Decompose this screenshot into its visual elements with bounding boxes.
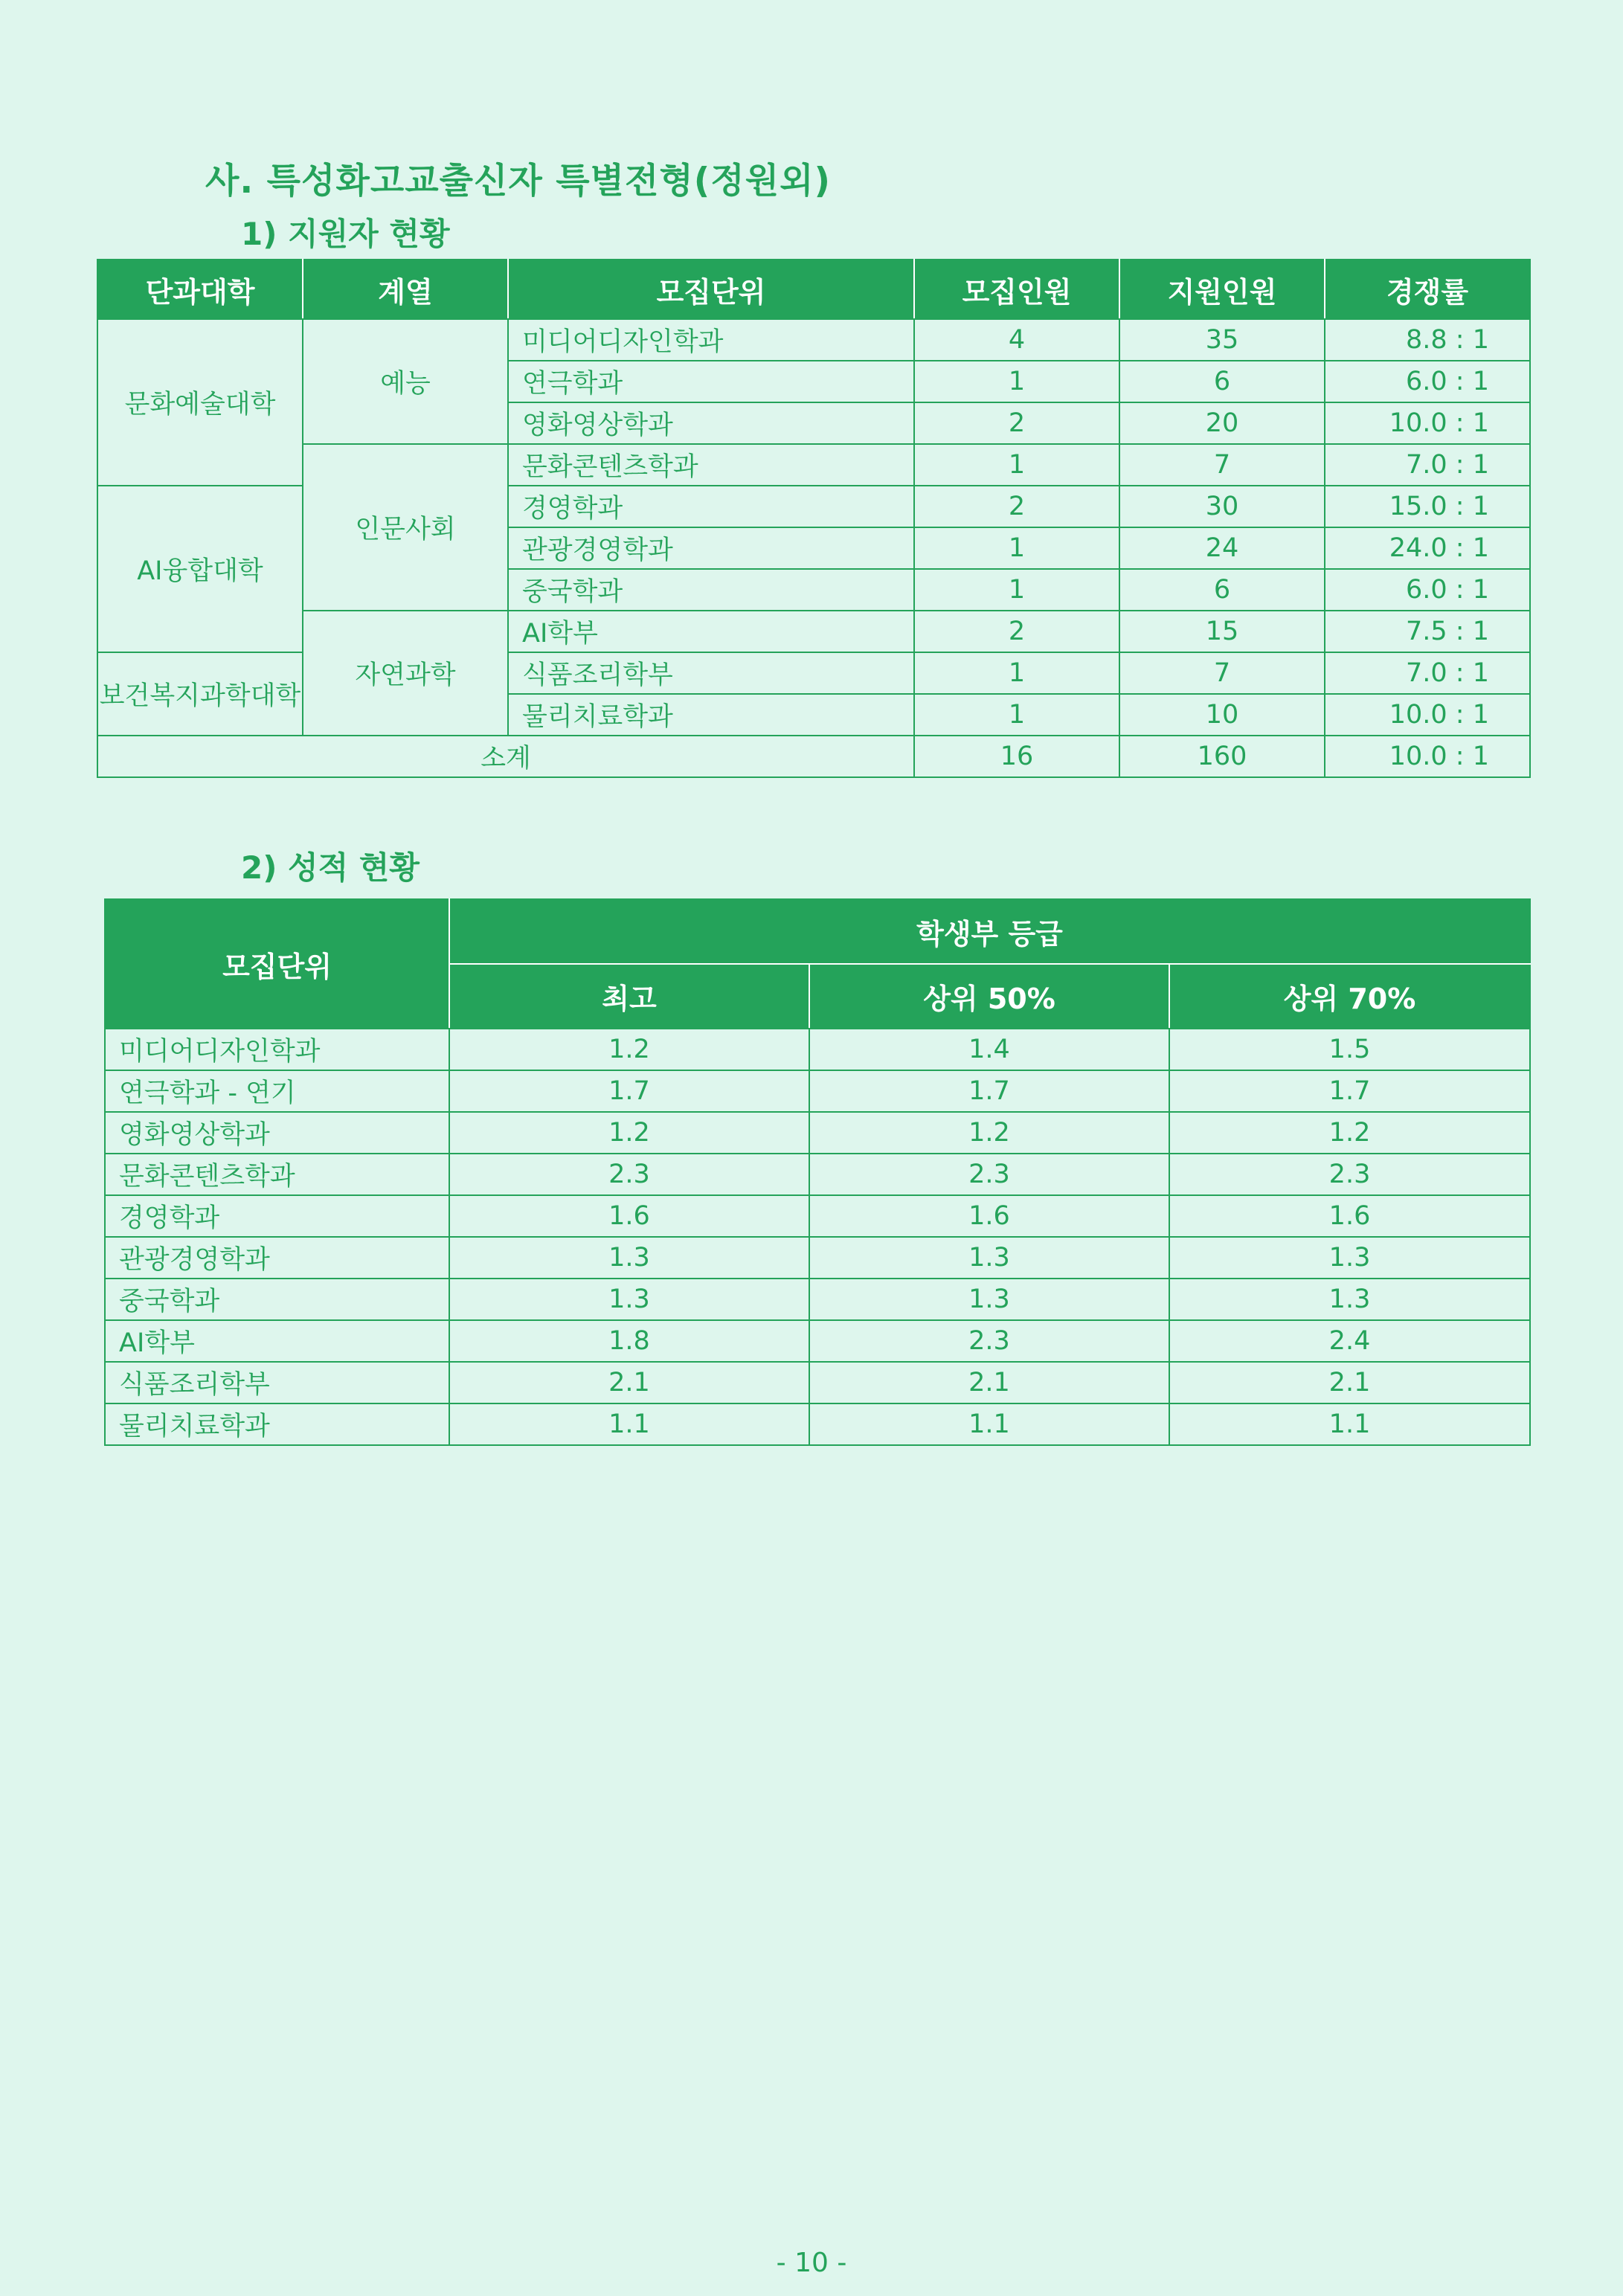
ratio-cell: 24.0 : 1 [1325, 527, 1530, 569]
unit-cell: AI학부 [105, 1320, 449, 1362]
top70-cell: 1.1 [1169, 1403, 1530, 1445]
top70-cell: 2.4 [1169, 1320, 1530, 1362]
best-cell: 1.2 [449, 1029, 809, 1070]
best-cell: 1.7 [449, 1070, 809, 1112]
top70-cell: 2.3 [1169, 1154, 1530, 1195]
table-row [105, 1320, 1530, 1362]
top70-cell: 1.6 [1169, 1195, 1530, 1237]
table-row [105, 1112, 1530, 1154]
table-row [105, 1029, 1530, 1070]
top50-cell: 1.7 [809, 1070, 1169, 1112]
quota-cell: 4 [914, 319, 1119, 361]
header-ratio: 경쟁률 [1325, 260, 1530, 319]
applied-cell: 15 [1119, 611, 1325, 652]
table-row [97, 319, 1530, 361]
header-best: 최고 [449, 964, 809, 1029]
applied-cell: 35 [1119, 319, 1325, 361]
top70-cell: 2.1 [1169, 1362, 1530, 1403]
total-label: 소계 [97, 736, 914, 777]
quota-cell: 1 [914, 694, 1119, 736]
unit-cell: 문화콘텐츠학과 [105, 1154, 449, 1195]
top50-cell: 1.2 [809, 1112, 1169, 1154]
unit-cell: 중국학과 [105, 1279, 449, 1320]
total-ratio: 10.0 : 1 [1325, 736, 1530, 777]
section-title: 사. 특성화고교출신자 특별전형(정원외) [205, 161, 831, 202]
top70-cell: 1.5 [1169, 1029, 1530, 1070]
track-cell: 예능 [303, 319, 508, 444]
best-cell: 1.2 [449, 1112, 809, 1154]
page-number: - 10 - [776, 2248, 847, 2278]
table-row [105, 1362, 1530, 1403]
header-unit: 모집단위 [508, 260, 914, 319]
applied-cell: 10 [1119, 694, 1325, 736]
total-applied: 160 [1119, 736, 1325, 777]
ratio-cell: 7.0 : 1 [1325, 652, 1530, 694]
table-header-row [105, 899, 1530, 964]
unit-cell: 식품조리학부 [508, 652, 914, 694]
applicants-table [97, 259, 1531, 778]
quota-cell: 2 [914, 486, 1119, 527]
unit-cell: 관광경영학과 [508, 527, 914, 569]
quota-cell: 2 [914, 402, 1119, 444]
header-unit: 모집단위 [105, 899, 449, 1029]
subsection-applicants-title: 1) 지원자 현황 [241, 216, 450, 252]
top70-cell: 1.3 [1169, 1237, 1530, 1279]
college-cell: AI융합대학 [97, 486, 303, 652]
total-quota: 16 [914, 736, 1119, 777]
track-cell: 자연과학 [303, 611, 508, 736]
table-row [105, 1279, 1530, 1320]
unit-cell: 물리치료학과 [508, 694, 914, 736]
top70-cell: 1.2 [1169, 1112, 1530, 1154]
best-cell: 1.1 [449, 1403, 809, 1445]
ratio-cell: 6.0 : 1 [1325, 361, 1530, 402]
table-row [97, 444, 1530, 486]
applied-cell: 20 [1119, 402, 1325, 444]
ratio-cell: 10.0 : 1 [1325, 402, 1530, 444]
table-row [105, 1154, 1530, 1195]
top50-cell: 1.4 [809, 1029, 1169, 1070]
best-cell: 2.3 [449, 1154, 809, 1195]
unit-cell: 영화영상학과 [105, 1112, 449, 1154]
header-top70: 상위 70% [1169, 964, 1530, 1029]
unit-cell: 연극학과 [508, 361, 914, 402]
quota-cell: 1 [914, 527, 1119, 569]
table-row [97, 611, 1530, 652]
top50-cell: 2.1 [809, 1362, 1169, 1403]
best-cell: 1.6 [449, 1195, 809, 1237]
unit-cell: 연극학과 - 연기 [105, 1070, 449, 1112]
quota-cell: 1 [914, 652, 1119, 694]
header-grade-group: 학생부 등급 [449, 899, 1530, 964]
top70-cell: 1.3 [1169, 1279, 1530, 1320]
best-cell: 2.1 [449, 1362, 809, 1403]
top50-cell: 1.6 [809, 1195, 1169, 1237]
ratio-cell: 15.0 : 1 [1325, 486, 1530, 527]
applied-cell: 30 [1119, 486, 1325, 527]
ratio-cell: 7.5 : 1 [1325, 611, 1530, 652]
top50-cell: 2.3 [809, 1320, 1169, 1362]
top50-cell: 1.3 [809, 1279, 1169, 1320]
unit-cell: 영화영상학과 [508, 402, 914, 444]
table-row [105, 1403, 1530, 1445]
quota-cell: 1 [914, 361, 1119, 402]
track-cell: 인문사회 [303, 444, 508, 611]
grades-table [104, 898, 1531, 1446]
applied-cell: 7 [1119, 652, 1325, 694]
ratio-cell: 7.0 : 1 [1325, 444, 1530, 486]
unit-cell: 관광경영학과 [105, 1237, 449, 1279]
header-track: 계열 [303, 260, 508, 319]
top50-cell: 1.3 [809, 1237, 1169, 1279]
table-row [105, 1195, 1530, 1237]
best-cell: 1.3 [449, 1237, 809, 1279]
unit-cell: 미디어디자인학과 [105, 1029, 449, 1070]
quota-cell: 1 [914, 569, 1119, 611]
total-row [97, 736, 1530, 777]
header-quota: 모집인원 [914, 260, 1119, 319]
best-cell: 1.3 [449, 1279, 809, 1320]
top50-cell: 2.3 [809, 1154, 1169, 1195]
unit-cell: 물리치료학과 [105, 1403, 449, 1445]
applied-cell: 7 [1119, 444, 1325, 486]
ratio-cell: 6.0 : 1 [1325, 569, 1530, 611]
unit-cell: 경영학과 [508, 486, 914, 527]
best-cell: 1.8 [449, 1320, 809, 1362]
ratio-cell: 10.0 : 1 [1325, 694, 1530, 736]
unit-cell: 중국학과 [508, 569, 914, 611]
unit-cell: 문화콘텐츠학과 [508, 444, 914, 486]
header-applied: 지원인원 [1119, 260, 1325, 319]
table-row [105, 1237, 1530, 1279]
header-college: 단과대학 [97, 260, 303, 319]
college-cell: 문화예술대학 [97, 319, 303, 486]
unit-cell: 미디어디자인학과 [508, 319, 914, 361]
top50-cell: 1.1 [809, 1403, 1169, 1445]
ratio-cell: 8.8 : 1 [1325, 319, 1530, 361]
applied-cell: 6 [1119, 569, 1325, 611]
top70-cell: 1.7 [1169, 1070, 1530, 1112]
unit-cell: AI학부 [508, 611, 914, 652]
applied-cell: 24 [1119, 527, 1325, 569]
college-cell: 보건복지과학대학 [97, 652, 303, 736]
applied-cell: 6 [1119, 361, 1325, 402]
table-row [105, 1070, 1530, 1112]
unit-cell: 식품조리학부 [105, 1362, 449, 1403]
quota-cell: 1 [914, 444, 1119, 486]
unit-cell: 경영학과 [105, 1195, 449, 1237]
table-header-row [97, 260, 1530, 319]
subsection-grades-title: 2) 성적 현황 [241, 849, 420, 886]
quota-cell: 2 [914, 611, 1119, 652]
header-top50: 상위 50% [809, 964, 1169, 1029]
